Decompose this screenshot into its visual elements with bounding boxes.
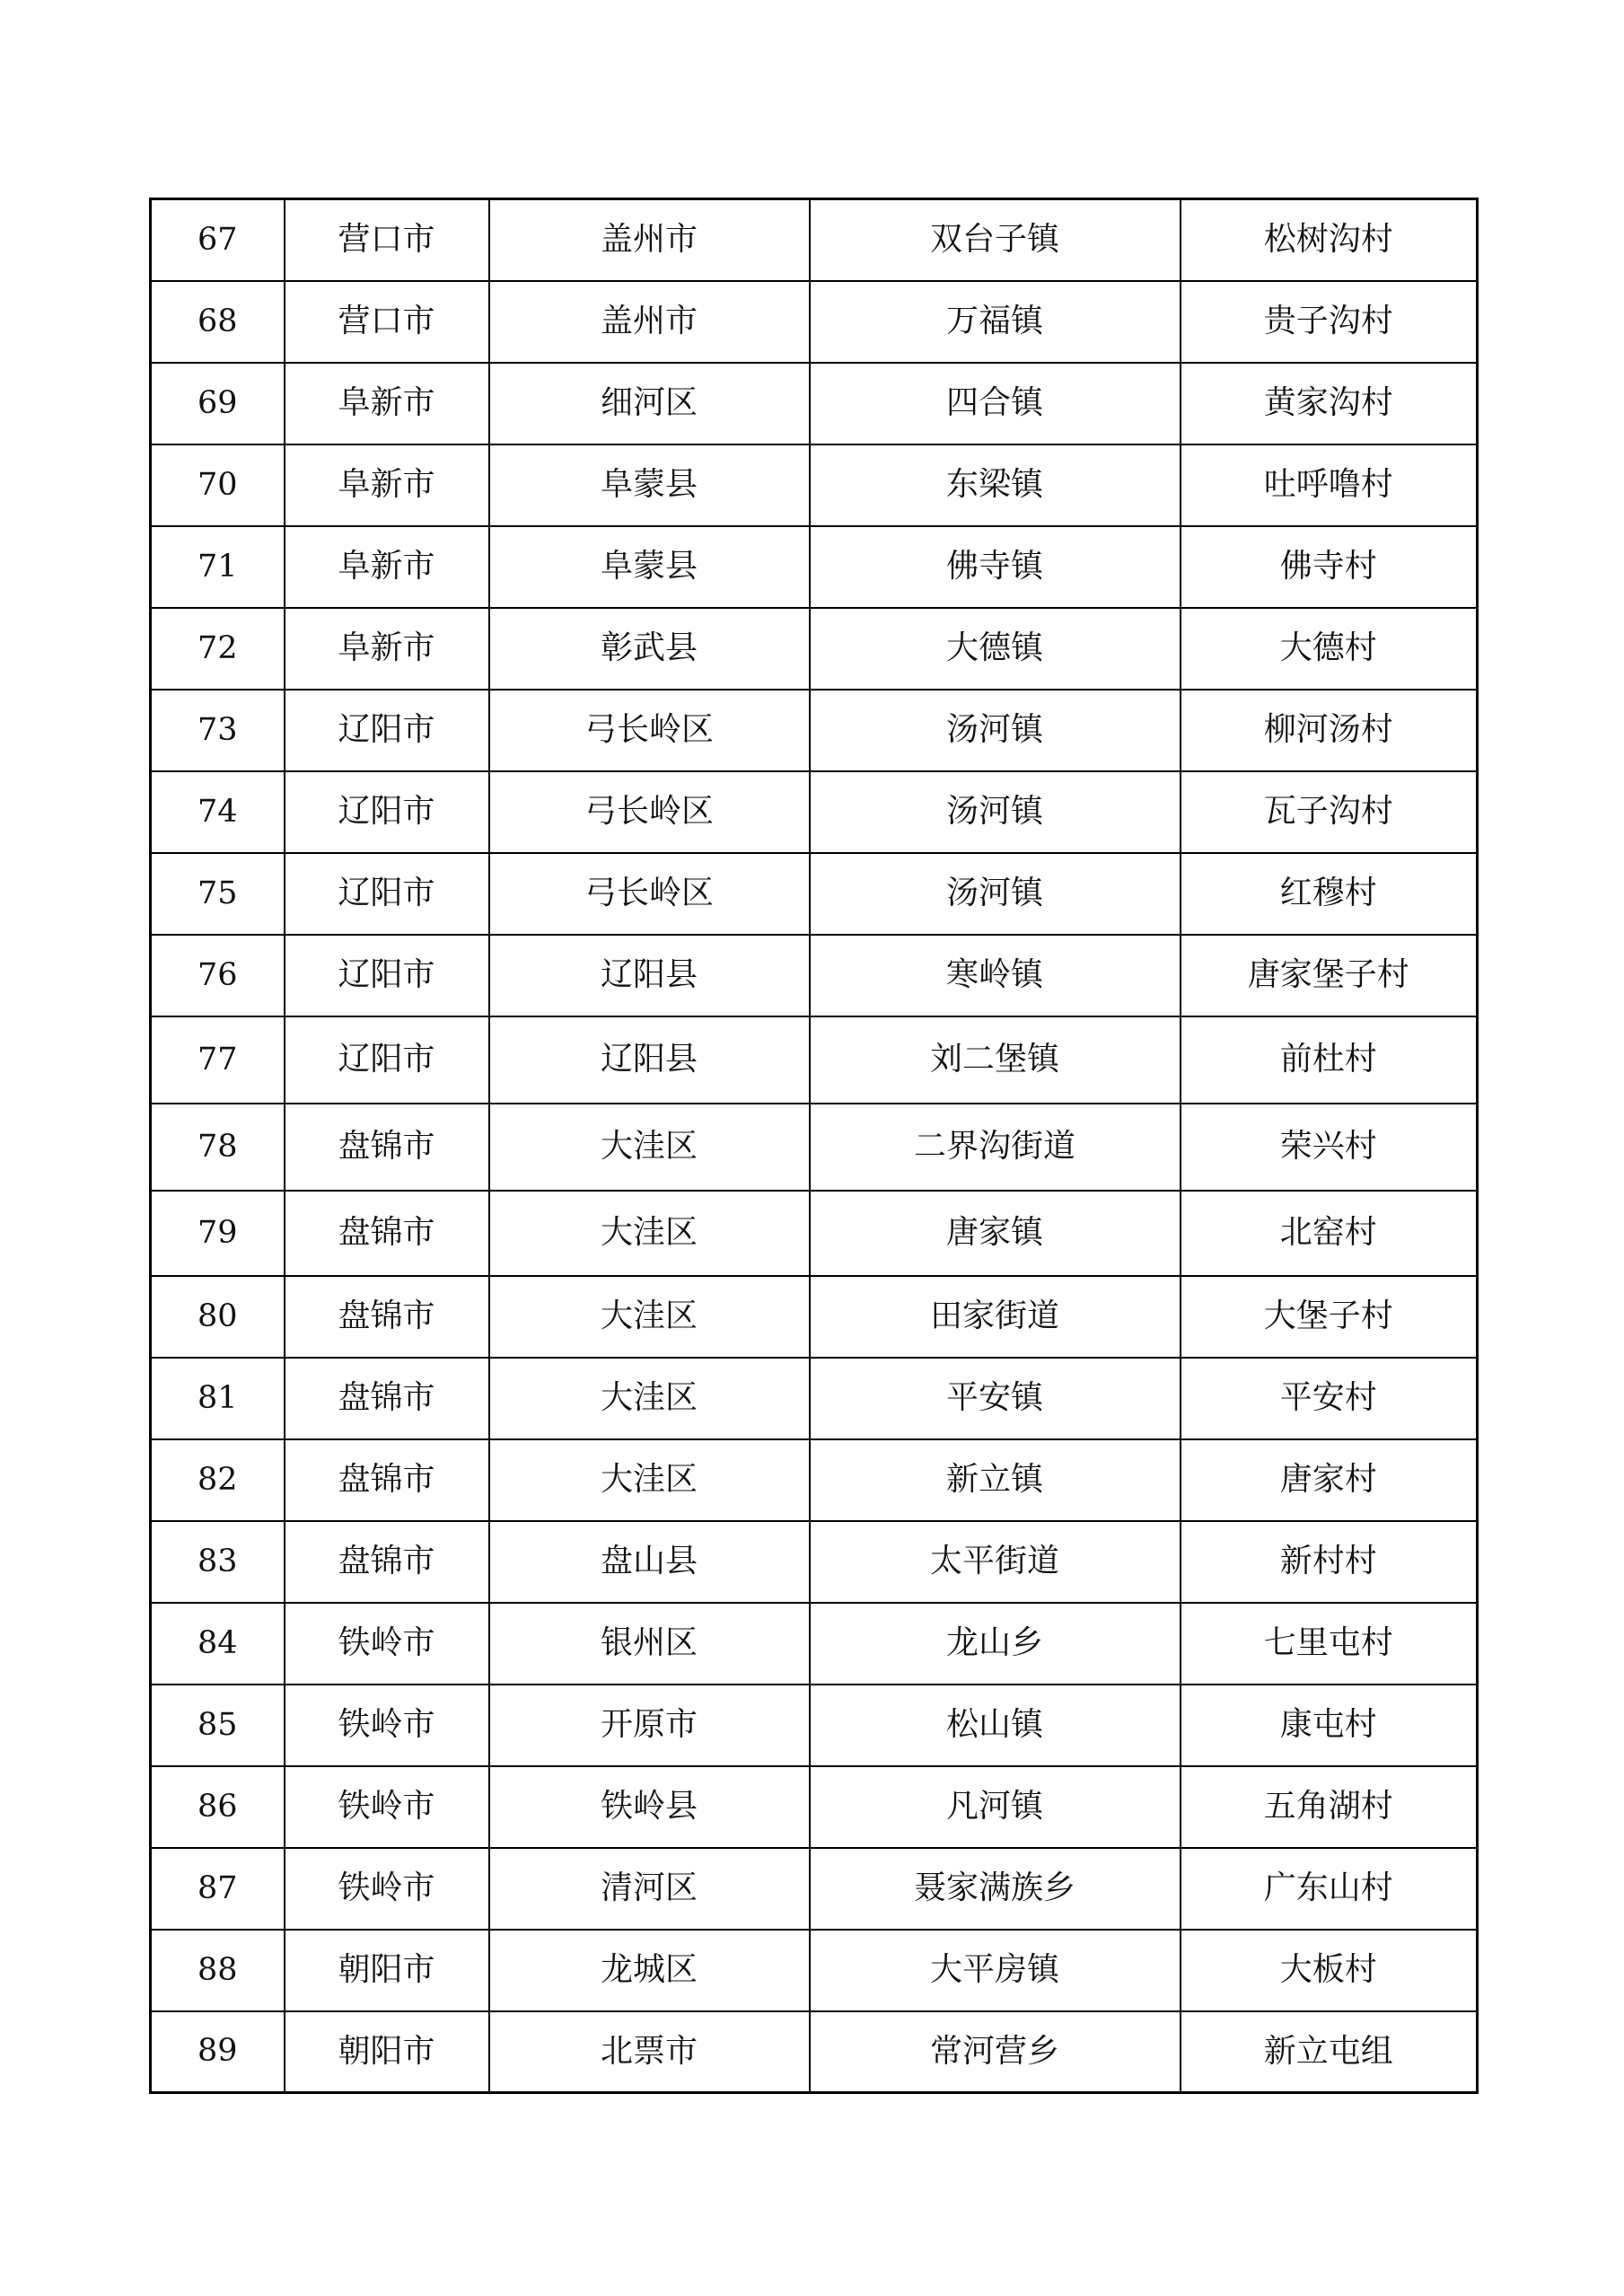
county-cell: 彰武县: [489, 608, 810, 690]
town-cell: 佛寺镇: [810, 526, 1181, 608]
village-cell: 平安村: [1181, 1358, 1478, 1439]
row-number-cell: 86: [151, 1766, 285, 1848]
county-cell: 盖州市: [489, 281, 810, 363]
table-row: [151, 1439, 1478, 1521]
row-number-cell: 89: [151, 2011, 285, 2093]
village-cell: 新村村: [1181, 1521, 1478, 1603]
table-row: [151, 2011, 1478, 2093]
village-cell: 吐呼噜村: [1181, 444, 1478, 526]
row-number-cell: 87: [151, 1848, 285, 1930]
county-cell: 大洼区: [489, 1276, 810, 1358]
town-cell: 松山镇: [810, 1685, 1181, 1766]
row-number-cell: 82: [151, 1439, 285, 1521]
village-cell: 大板村: [1181, 1930, 1478, 2011]
row-number-cell: 75: [151, 853, 285, 935]
row-number-cell: 71: [151, 526, 285, 608]
county-cell: 大洼区: [489, 1358, 810, 1439]
town-cell: 大平房镇: [810, 1930, 1181, 2011]
town-cell: 汤河镇: [810, 771, 1181, 853]
village-cell: 大堡子村: [1181, 1276, 1478, 1358]
village-cell: 广东山村: [1181, 1848, 1478, 1930]
town-cell: 汤河镇: [810, 690, 1181, 771]
village-cell: 红穆村: [1181, 853, 1478, 935]
row-number-cell: 80: [151, 1276, 285, 1358]
county-cell: 北票市: [489, 2011, 810, 2093]
row-number-cell: 67: [151, 199, 285, 281]
town-cell: 二界沟街道: [810, 1104, 1181, 1191]
city-cell: 朝阳市: [285, 1930, 489, 2011]
county-cell: 弓长岭区: [489, 771, 810, 853]
table-row: [151, 690, 1478, 771]
row-number-cell: 84: [151, 1603, 285, 1685]
city-cell: 盘锦市: [285, 1191, 489, 1276]
row-number-cell: 69: [151, 363, 285, 444]
city-cell: 盘锦市: [285, 1439, 489, 1521]
county-cell: 阜蒙县: [489, 526, 810, 608]
city-cell: 盘锦市: [285, 1104, 489, 1191]
county-cell: 弓长岭区: [489, 690, 810, 771]
town-cell: 东梁镇: [810, 444, 1181, 526]
town-cell: 万福镇: [810, 281, 1181, 363]
county-cell: 清河区: [489, 1848, 810, 1930]
town-cell: 四合镇: [810, 363, 1181, 444]
city-cell: 铁岭市: [285, 1848, 489, 1930]
row-number-cell: 83: [151, 1521, 285, 1603]
city-cell: 辽阳市: [285, 690, 489, 771]
county-cell: 铁岭县: [489, 1766, 810, 1848]
table-row: [151, 1685, 1478, 1766]
city-cell: 铁岭市: [285, 1766, 489, 1848]
village-cell: 柳河汤村: [1181, 690, 1478, 771]
city-cell: 盘锦市: [285, 1276, 489, 1358]
city-cell: 阜新市: [285, 608, 489, 690]
row-number-cell: 85: [151, 1685, 285, 1766]
county-cell: 银州区: [489, 1603, 810, 1685]
table-row: [151, 1276, 1478, 1358]
table-row: [151, 363, 1478, 444]
village-cell: 贵子沟村: [1181, 281, 1478, 363]
city-cell: 铁岭市: [285, 1603, 489, 1685]
row-number-cell: 70: [151, 444, 285, 526]
town-cell: 新立镇: [810, 1439, 1181, 1521]
table-body: [151, 199, 1478, 2093]
village-cell: 荣兴村: [1181, 1104, 1478, 1191]
town-cell: 汤河镇: [810, 853, 1181, 935]
city-cell: 辽阳市: [285, 1016, 489, 1104]
city-cell: 辽阳市: [285, 853, 489, 935]
town-cell: 平安镇: [810, 1358, 1181, 1439]
town-cell: 双台子镇: [810, 199, 1181, 281]
row-number-cell: 76: [151, 935, 285, 1016]
town-cell: 寒岭镇: [810, 935, 1181, 1016]
row-number-cell: 78: [151, 1104, 285, 1191]
city-cell: 盘锦市: [285, 1358, 489, 1439]
city-cell: 阜新市: [285, 363, 489, 444]
village-cell: 北窑村: [1181, 1191, 1478, 1276]
table-row: [151, 853, 1478, 935]
town-cell: 田家街道: [810, 1276, 1181, 1358]
village-cell: 新立屯组: [1181, 2011, 1478, 2093]
county-cell: 辽阳县: [489, 935, 810, 1016]
row-number-cell: 72: [151, 608, 285, 690]
village-cell: 唐家村: [1181, 1439, 1478, 1521]
city-cell: 朝阳市: [285, 2011, 489, 2093]
table-row: [151, 1358, 1478, 1439]
table-row: [151, 1191, 1478, 1276]
village-cell: 七里屯村: [1181, 1603, 1478, 1685]
table-row: [151, 1848, 1478, 1930]
row-number-cell: 88: [151, 1930, 285, 2011]
row-number-cell: 79: [151, 1191, 285, 1276]
city-cell: 盘锦市: [285, 1521, 489, 1603]
city-cell: 营口市: [285, 281, 489, 363]
county-cell: 辽阳县: [489, 1016, 810, 1104]
table-row: [151, 1930, 1478, 2011]
county-cell: 弓长岭区: [489, 853, 810, 935]
table-row: [151, 281, 1478, 363]
village-cell: 康屯村: [1181, 1685, 1478, 1766]
city-cell: 阜新市: [285, 444, 489, 526]
county-cell: 细河区: [489, 363, 810, 444]
town-cell: 刘二堡镇: [810, 1016, 1181, 1104]
town-cell: 大德镇: [810, 608, 1181, 690]
county-cell: 大洼区: [489, 1104, 810, 1191]
table-row: [151, 1016, 1478, 1104]
table-row: [151, 1603, 1478, 1685]
town-cell: 凡河镇: [810, 1766, 1181, 1848]
table-row: [151, 608, 1478, 690]
row-number-cell: 74: [151, 771, 285, 853]
table-row: [151, 1521, 1478, 1603]
table-row: [151, 199, 1478, 281]
table-row: [151, 771, 1478, 853]
village-cell: 瓦子沟村: [1181, 771, 1478, 853]
city-cell: 铁岭市: [285, 1685, 489, 1766]
village-cell: 松树沟村: [1181, 199, 1478, 281]
county-cell: 龙城区: [489, 1930, 810, 2011]
city-cell: 辽阳市: [285, 935, 489, 1016]
table-row: [151, 935, 1478, 1016]
row-number-cell: 73: [151, 690, 285, 771]
table-row: [151, 444, 1478, 526]
village-cell: 大德村: [1181, 608, 1478, 690]
village-list-table: [149, 198, 1479, 2094]
city-cell: 营口市: [285, 199, 489, 281]
town-cell: 唐家镇: [810, 1191, 1181, 1276]
village-cell: 前杜村: [1181, 1016, 1478, 1104]
town-cell: 聂家满族乡: [810, 1848, 1181, 1930]
city-cell: 阜新市: [285, 526, 489, 608]
city-cell: 辽阳市: [285, 771, 489, 853]
town-cell: 太平街道: [810, 1521, 1181, 1603]
village-cell: 黄家沟村: [1181, 363, 1478, 444]
county-cell: 大洼区: [489, 1191, 810, 1276]
row-number-cell: 81: [151, 1358, 285, 1439]
town-cell: 常河营乡: [810, 2011, 1181, 2093]
table-row: [151, 1104, 1478, 1191]
village-cell: 佛寺村: [1181, 526, 1478, 608]
county-cell: 大洼区: [489, 1439, 810, 1521]
row-number-cell: 77: [151, 1016, 285, 1104]
county-cell: 开原市: [489, 1685, 810, 1766]
village-cell: 唐家堡子村: [1181, 935, 1478, 1016]
town-cell: 龙山乡: [810, 1603, 1181, 1685]
county-cell: 阜蒙县: [489, 444, 810, 526]
table-row: [151, 1766, 1478, 1848]
row-number-cell: 68: [151, 281, 285, 363]
county-cell: 盖州市: [489, 199, 810, 281]
table-row: [151, 526, 1478, 608]
village-cell: 五角湖村: [1181, 1766, 1478, 1848]
county-cell: 盘山县: [489, 1521, 810, 1603]
